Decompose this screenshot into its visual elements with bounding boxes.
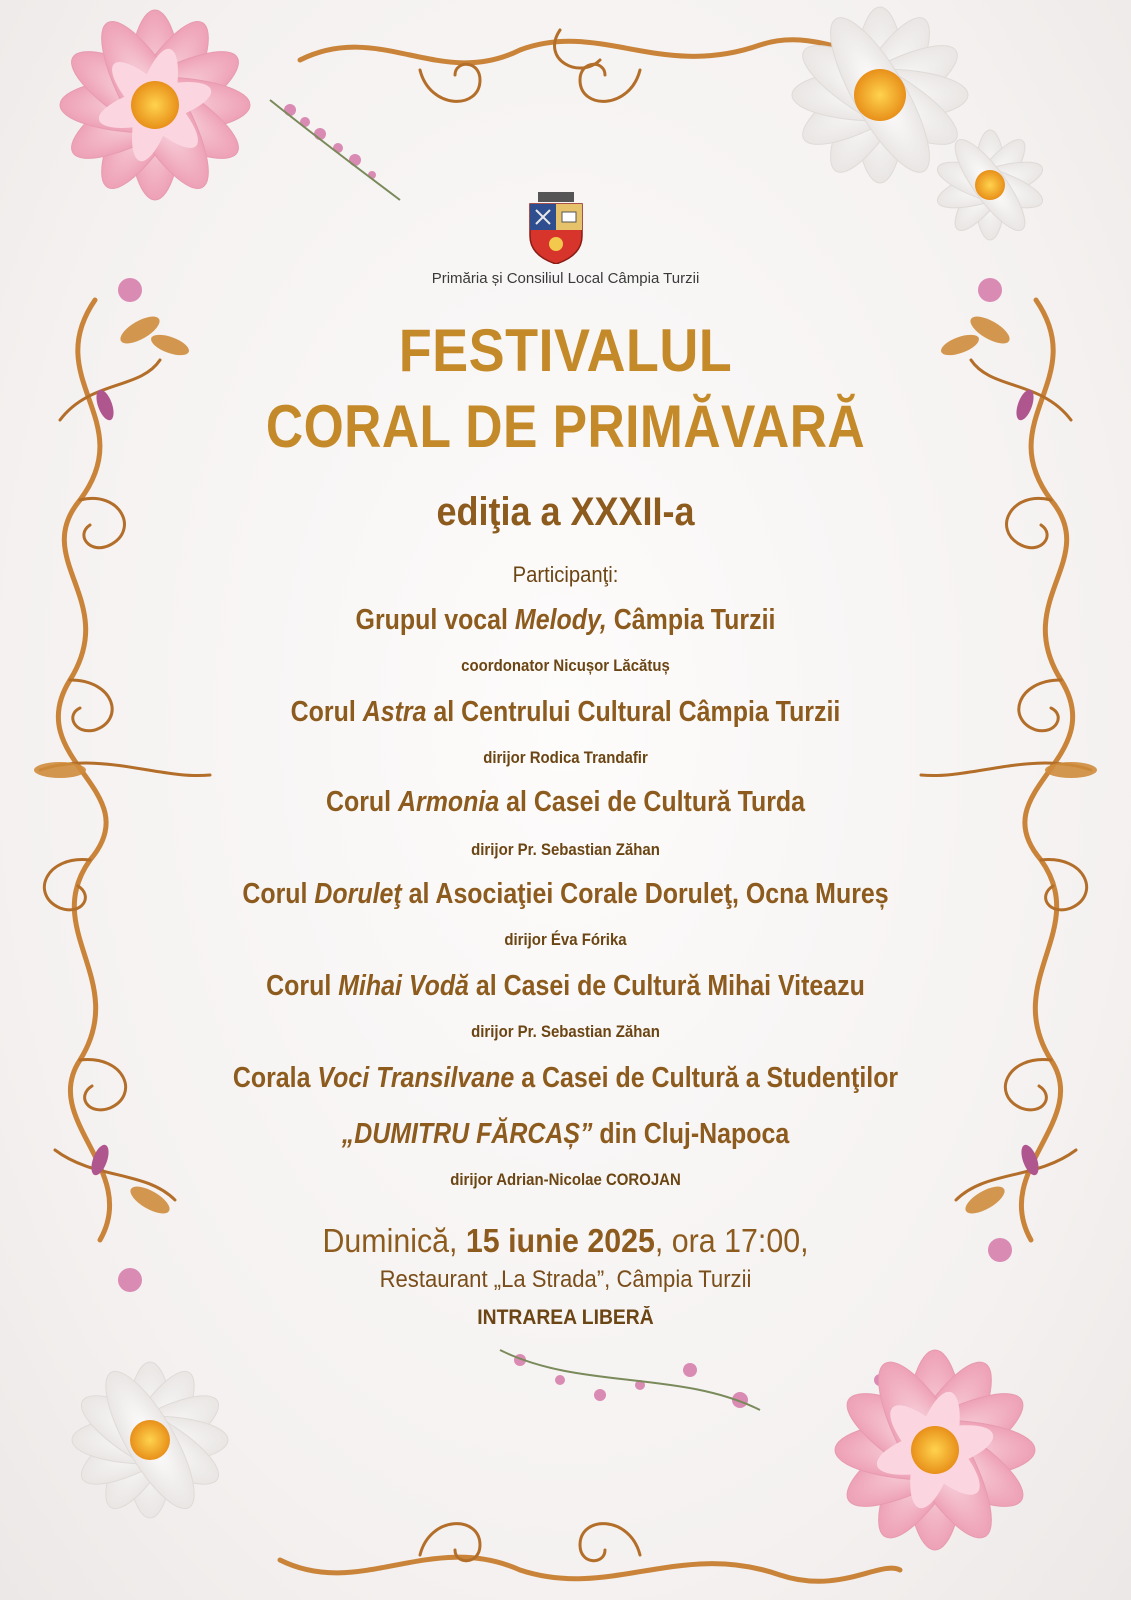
choir-name: Armonia <box>398 786 500 818</box>
choir-name: Doruleţ <box>314 878 402 910</box>
participant-group: Corul Mihai Vodă al Casei de Cultură Mihai Viteazu <box>266 970 865 1002</box>
participant-group: Corul Astra al Centrului Cultural Câmpia Turzii <box>290 696 841 728</box>
participant-director: coordonator Nicușor Lăcătuș <box>461 656 670 675</box>
coat-of-arms-icon <box>526 192 586 264</box>
participant-director: dirijor Pr. Sebastian Zăhan <box>471 1022 660 1041</box>
institution-name: Primăria și Consiliul Local Câmpia Turzii <box>431 270 700 287</box>
choir-name: Astra <box>362 696 427 728</box>
participant-group-line-2: „DUMITRU FĂRCAȘ” din Cluj-Napoca <box>341 1118 790 1150</box>
edition-label: ediţia a XXXII-a <box>436 490 695 534</box>
participant-director: dirijor Éva Fórika <box>504 930 627 949</box>
event-venue: Restaurant „La Strada”, Câmpia Turzii <box>379 1266 752 1293</box>
choir-name: Voci Transilvane <box>317 1062 515 1094</box>
title-line-2: CORAL DE PRIMĂVARĂ <box>265 393 866 460</box>
choir-name: Mihai Vodă <box>338 970 469 1002</box>
participant-group: Corul Doruleţ al Asociaţiei Corale Doruleţ, Ocna Mureș <box>242 878 889 910</box>
participant-director: dirijor Pr. Sebastian Zăhan <box>471 840 660 859</box>
event-date: 15 iunie 2025 <box>465 1222 655 1259</box>
title-line-1: FESTIVALUL <box>398 317 733 384</box>
event-datetime: Duminică, 15 iunie 2025, ora 17:00, <box>322 1222 809 1259</box>
participant-group: Corala Voci Transilvane a Casei de Cultură a Studenţilor <box>232 1062 899 1094</box>
participant-director: dirijor Adrian-Nicolae COROJAN <box>450 1170 681 1189</box>
honorific-name: „DUMITRU FĂRCAȘ” <box>341 1118 593 1150</box>
participant-group: Corul Armonia al Casei de Cultură Turda <box>325 786 806 818</box>
choir-name: Melody, <box>514 604 607 636</box>
free-entry-label: INTRAREA LIBERĂ <box>477 1306 654 1329</box>
participant-group: Grupul vocal Melody, Câmpia Turzii <box>355 604 776 636</box>
participant-director: dirijor Rodica Trandafir <box>483 748 648 767</box>
participants-label: Participanţi: <box>512 562 619 587</box>
